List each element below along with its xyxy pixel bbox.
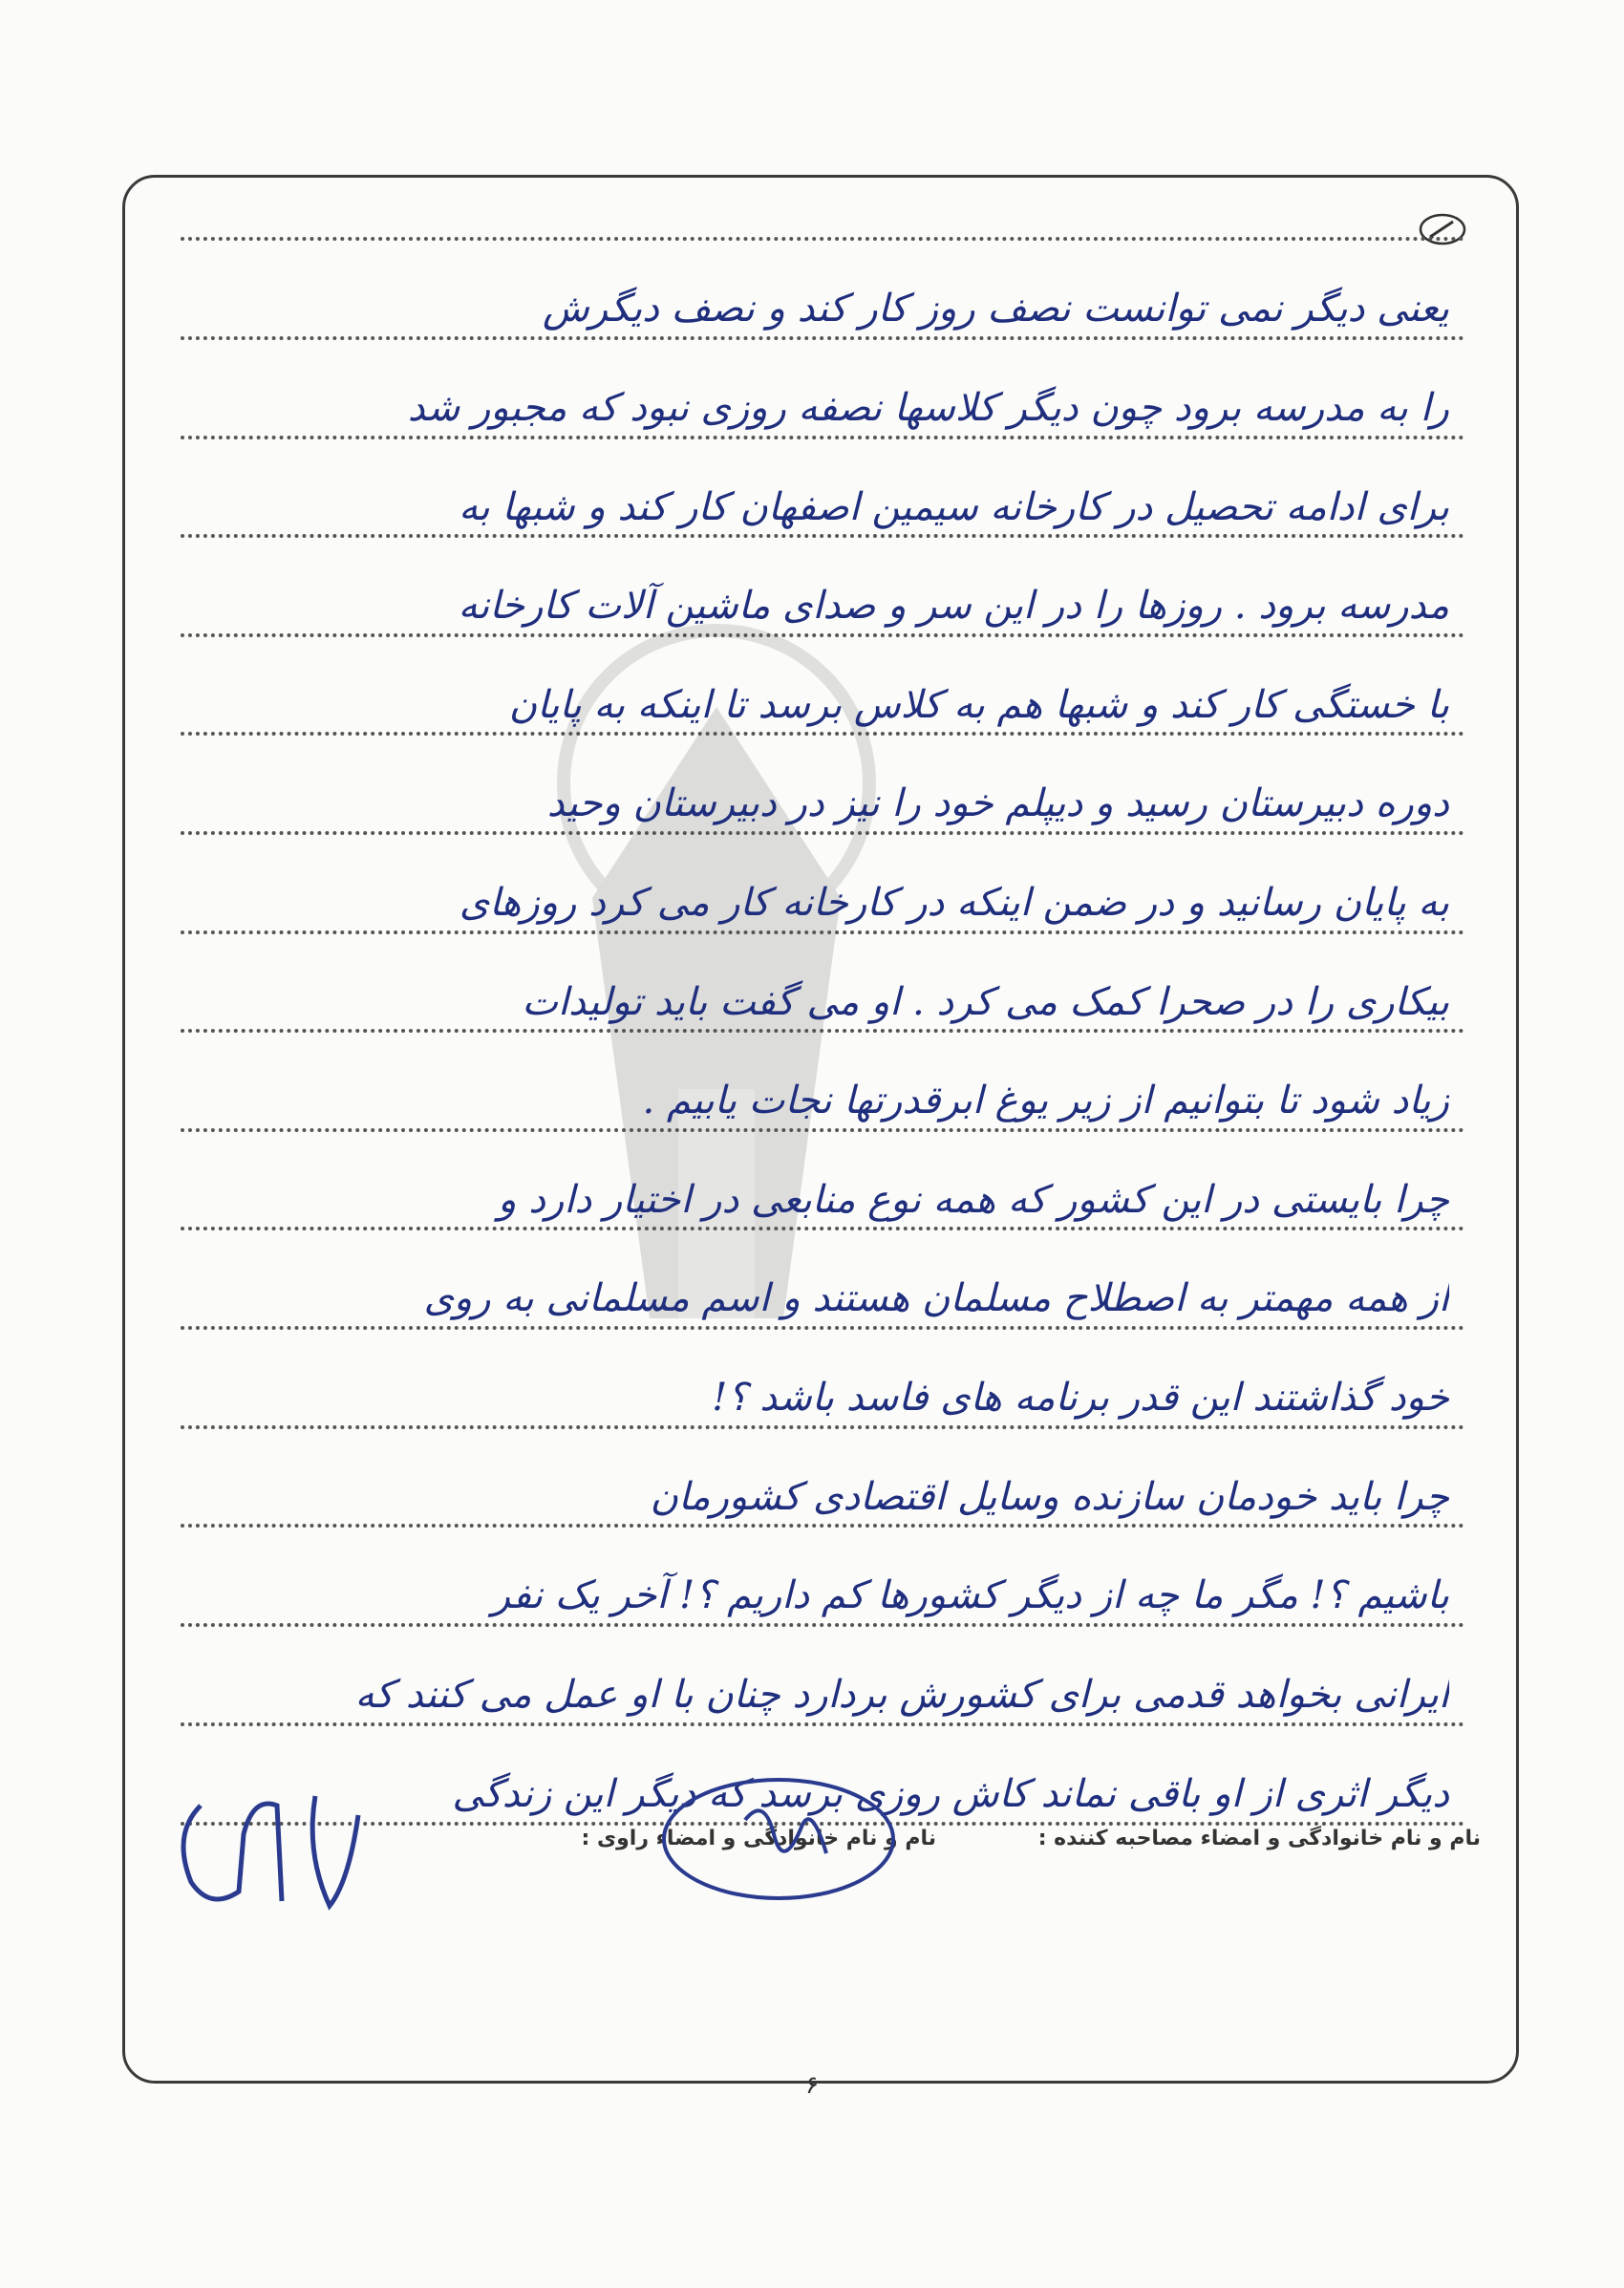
handwritten-line: بیکاری را در صحرا کمک می کرد . او می گفت باید تولیدات [522, 980, 1449, 1024]
handwritten-line: زیاد شود تا بتوانیم از زیر یوغ ابرقدرتها نجات یابیم . [642, 1079, 1449, 1123]
handwritten-line: از همه مهمتر به اصطلاح مسلمان هستند و اسم مسلمانی به روی [423, 1276, 1449, 1320]
handwritten-line: مدرسه برود . روزها را در این سر و صدای ماشین آلات کارخانه [458, 584, 1449, 628]
handwritten-line: خود گذاشتند این قدر برنامه های فاسد باشد ؟! [712, 1376, 1449, 1420]
ruled-line [181, 1128, 1464, 1132]
ruled-line [181, 831, 1464, 835]
handwritten-line: برای ادامه تحصیل در کارخانه سیمین اصفهان کار کند و شبها به [459, 485, 1449, 529]
ruled-line [181, 336, 1464, 340]
handwritten-line: یعنی دیگر نمی توانست نصف روز کار کند و نصف دیگرش [542, 287, 1449, 331]
handwritten-line: چرا باید خودمان سازنده وسایل اقتصادی کشورمان [650, 1475, 1449, 1519]
ruled-line [181, 237, 1464, 241]
ruled-line [181, 1227, 1464, 1230]
handwritten-line: را به مدرسه برود چون دیگر کلاسها نصفه روزی نبود که مجبور شد [407, 386, 1449, 430]
handwritten-line: چرا بایستی در این کشور که همه نوع منابعی در اختیار دارد و [498, 1178, 1449, 1222]
ruled-line [181, 930, 1464, 934]
ruled-line [181, 436, 1464, 439]
handwritten-line: باشیم ؟! مگر ما چه از دیگر کشورها کم داریم ؟! آخر یک نفر [491, 1573, 1449, 1617]
ruled-line [181, 1425, 1464, 1429]
handwritten-line: دوره دبیرستان رسید و دیپلم خود را نیز در دبیرستان وحید [546, 781, 1449, 825]
ruled-line [181, 1524, 1464, 1528]
ruled-line [181, 1326, 1464, 1330]
ruled-line [181, 732, 1464, 736]
pen-icon [1419, 212, 1466, 246]
handwritten-line: ایرانی بخواهد قدمی برای کشورش بردارد چنان با او عمل می کنند که [354, 1673, 1449, 1717]
narrator-signature [162, 1777, 382, 1920]
handwritten-line: به پایان رسانید و در ضمن اینکه در کارخانه کار می کرد روزهای [459, 881, 1449, 925]
ruled-line [181, 633, 1464, 637]
interviewer-signature-label: نام و نام خانوادگی و امضاء مصاحبه کننده : [1037, 1827, 1481, 1850]
ruled-line [181, 1722, 1464, 1726]
ruled-line [181, 1029, 1464, 1033]
narrator-signature-label: نام و نام خانوادگی و امضاء راوی : [581, 1827, 936, 1850]
ruled-line [181, 534, 1464, 538]
ruled-line [181, 1623, 1464, 1627]
handwritten-line: با خستگی کار کند و شبها هم به کلاس برسد تا اینکه به پایان [508, 683, 1449, 727]
interviewer-signature [650, 1767, 898, 1911]
handwritten-line: دیگر اثری از او باقی نماند کاش روزی برسد که دیگر این زندگی [452, 1772, 1449, 1816]
page-number: ۶ [805, 2071, 819, 2100]
